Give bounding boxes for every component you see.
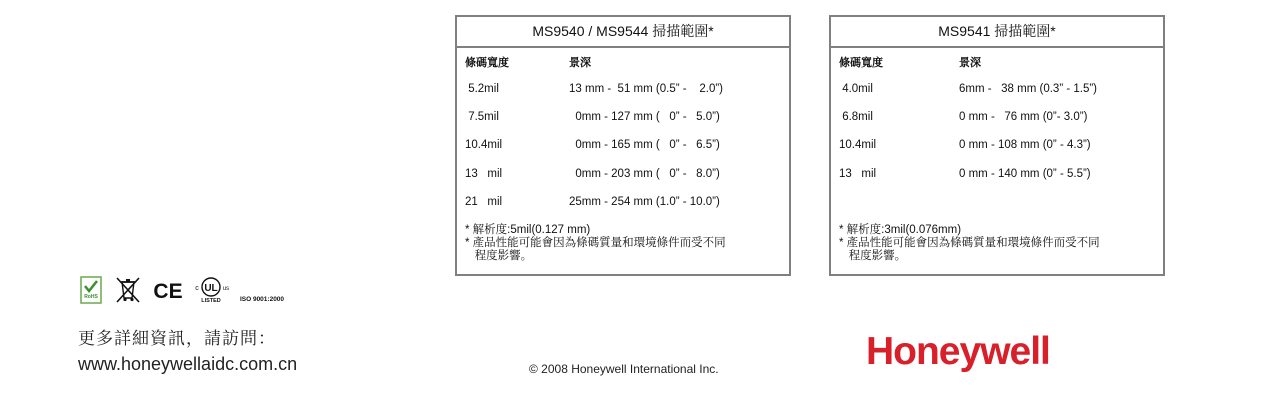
table-row bbox=[831, 111, 1163, 127]
performance-note-continued: 程度影響。 bbox=[465, 250, 533, 262]
weee-bin-logo bbox=[113, 276, 143, 304]
table-title: MS9540 / MS9544 掃描範圍* bbox=[457, 17, 789, 48]
resolution-note: * 解析度:5mil(0.127 mm) bbox=[465, 224, 591, 236]
iso-9001-logo bbox=[236, 276, 288, 304]
depth-of-field-cell: 0mm - 203 mm ( 0” - 8.0”) bbox=[569, 168, 720, 180]
performance-note: * 產品性能可能會因為條碼質量和環境條件而受不同 bbox=[839, 237, 1100, 249]
barcode-width-cell: 13 mil bbox=[465, 168, 503, 180]
table-row bbox=[831, 139, 1163, 155]
performance-note: * 產品性能可能會因為條碼質量和環境條件而受不同 bbox=[465, 237, 726, 249]
table-row bbox=[831, 83, 1163, 99]
ul-mark-text: UL bbox=[204, 283, 218, 294]
copyright-notice: © 2008 Honeywell International Inc. bbox=[529, 362, 719, 376]
ce-mark-logo bbox=[150, 276, 186, 304]
ul-us-text: us bbox=[222, 286, 230, 292]
website-link[interactable]: www.honeywellaidc.com.cn bbox=[78, 354, 298, 374]
barcode-width-cell: 4.0mil bbox=[839, 83, 873, 95]
depth-of-field-cell: 0 mm - 76 mm (0”- 3.0”) bbox=[959, 111, 1088, 123]
table-row bbox=[457, 111, 789, 127]
depth-of-field-cell: 13 mm - 51 mm (0.5” - 2.0”) bbox=[569, 83, 723, 95]
column-header-depth-of-field: 景深 bbox=[569, 57, 591, 69]
table-row bbox=[457, 168, 789, 184]
scan-range-table-ms9541 bbox=[829, 15, 1165, 276]
table-title: MS9541 掃描範圍* bbox=[831, 17, 1163, 48]
depth-of-field-cell: 25mm - 254 mm (1.0” - 10.0”) bbox=[569, 196, 720, 208]
table-row bbox=[457, 83, 789, 99]
depth-of-field-cell: 0mm - 165 mm ( 0” - 6.5”) bbox=[569, 139, 720, 151]
rohs-logo bbox=[80, 276, 102, 304]
barcode-width-cell: 7.5mil bbox=[465, 111, 499, 123]
depth-of-field-cell: 6mm - 38 mm (0.3” - 1.5”) bbox=[959, 83, 1098, 95]
barcode-width-cell: 13 mil bbox=[839, 168, 877, 180]
ul-c-text: c bbox=[195, 285, 199, 292]
iso-text: ISO 9001:2000 bbox=[239, 296, 285, 303]
ul-listed-logo bbox=[189, 276, 233, 304]
ce-text: CE bbox=[153, 280, 183, 303]
resolution-note: * 解析度:3mil(0.076mm) bbox=[839, 224, 962, 236]
ul-listed-text: LISTED bbox=[201, 298, 221, 304]
honeywell-logo: Honeywell bbox=[866, 330, 1050, 373]
barcode-width-cell: 10.4mil bbox=[839, 139, 877, 151]
column-header-barcode-width: 條碼寬度 bbox=[839, 57, 883, 69]
more-info-label: 更多詳細資訊，請訪問： bbox=[78, 329, 276, 348]
column-header-depth-of-field: 景深 bbox=[959, 57, 981, 69]
depth-of-field-cell: 0 mm - 108 mm (0” - 4.3”) bbox=[959, 139, 1091, 151]
depth-of-field-cell: 0 mm - 140 mm (0” - 5.5”) bbox=[959, 168, 1091, 180]
column-header-barcode-width: 條碼寬度 bbox=[465, 57, 509, 69]
performance-note-continued: 程度影響。 bbox=[839, 250, 907, 262]
barcode-width-cell: 6.8mil bbox=[839, 111, 873, 123]
scan-range-table-ms9540 bbox=[455, 15, 791, 276]
barcode-width-cell: 10.4mil bbox=[465, 139, 503, 151]
rohs-text: RoHS bbox=[84, 294, 98, 300]
table-row bbox=[831, 168, 1163, 184]
depth-of-field-cell: 0mm - 127 mm ( 0” - 5.0”) bbox=[569, 111, 720, 123]
barcode-width-cell: 21 mil bbox=[465, 196, 503, 208]
table-row bbox=[457, 139, 789, 155]
barcode-width-cell: 5.2mil bbox=[465, 83, 499, 95]
table-row bbox=[457, 196, 789, 212]
